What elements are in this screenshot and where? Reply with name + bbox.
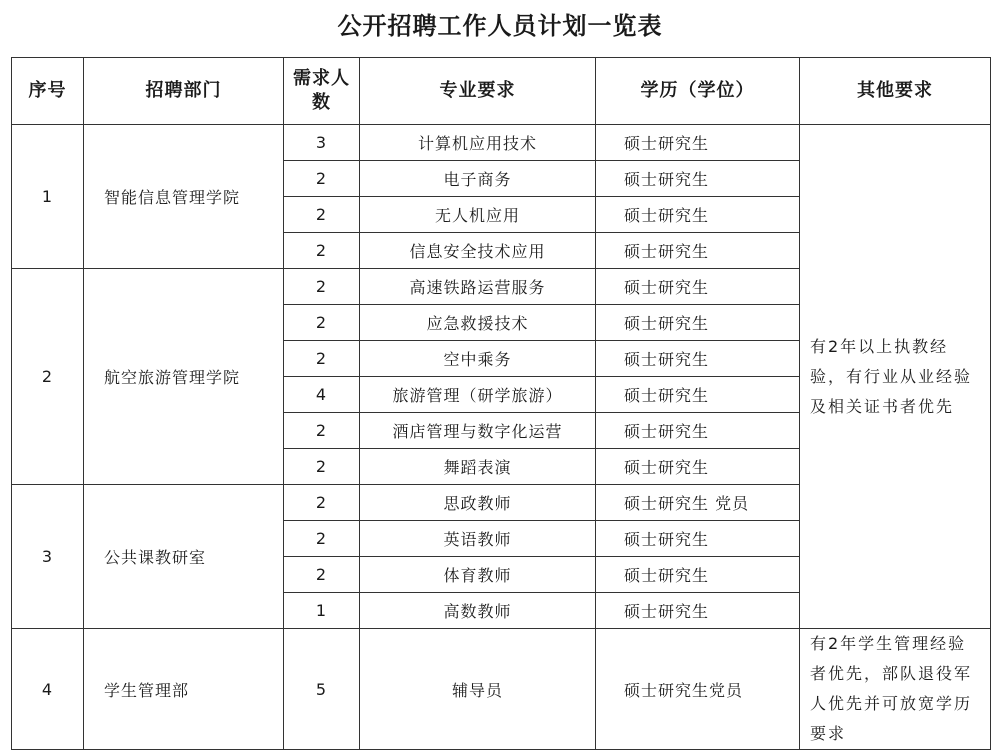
degree-cell: 硕士研究生党员	[596, 629, 800, 750]
major-cell: 高速铁路运营服务	[360, 269, 596, 305]
count-cell: 2	[284, 305, 360, 341]
table-row	[12, 125, 991, 161]
header-major: 专业要求	[360, 58, 596, 125]
count-cell: 5	[284, 629, 360, 750]
degree-cell: 硕士研究生	[596, 377, 800, 413]
major-cell: 英语教师	[360, 521, 596, 557]
count-cell: 2	[284, 233, 360, 269]
major-cell: 辅导员	[360, 629, 596, 750]
seq-cell: 1	[12, 125, 84, 269]
major-cell: 空中乘务	[360, 341, 596, 377]
count-cell: 2	[284, 557, 360, 593]
count-cell: 2	[284, 521, 360, 557]
degree-cell: 硕士研究生	[596, 233, 800, 269]
count-cell: 2	[284, 269, 360, 305]
degree-cell: 硕士研究生	[596, 341, 800, 377]
header-degree: 学历（学位）	[596, 58, 800, 125]
major-cell: 无人机应用	[360, 197, 596, 233]
major-cell: 旅游管理（研学旅游）	[360, 377, 596, 413]
header-dept: 招聘部门	[84, 58, 284, 125]
header-other: 其他要求	[800, 58, 991, 125]
header-seq: 序号	[12, 58, 84, 125]
seq-cell: 2	[12, 269, 84, 485]
dept-cell: 航空旅游管理学院	[84, 269, 284, 485]
dept-cell: 智能信息管理学院	[84, 125, 284, 269]
major-cell: 舞蹈表演	[360, 449, 596, 485]
seq-cell: 4	[12, 629, 84, 750]
recruitment-plan-table	[11, 57, 991, 750]
dept-cell: 公共课教研室	[84, 485, 284, 629]
table-header-row	[12, 58, 991, 125]
count-cell: 2	[284, 413, 360, 449]
table-row	[12, 629, 991, 750]
count-cell: 2	[284, 485, 360, 521]
degree-cell: 硕士研究生	[596, 449, 800, 485]
dept-cell: 学生管理部	[84, 629, 284, 750]
count-cell: 2	[284, 341, 360, 377]
other-requirements-student-mgmt: 有2年学生管理经验者优先，部队退役军人优先并可放宽学历要求	[800, 629, 991, 750]
other-requirements-shared: 有2年以上执教经验，有行业从业经验及相关证书者优先	[800, 125, 991, 629]
degree-cell: 硕士研究生	[596, 557, 800, 593]
major-cell: 计算机应用技术	[360, 125, 596, 161]
header-count: 需求人数	[284, 58, 360, 125]
degree-cell: 硕士研究生	[596, 593, 800, 629]
seq-cell: 3	[12, 485, 84, 629]
major-cell: 体育教师	[360, 557, 596, 593]
major-cell: 电子商务	[360, 161, 596, 197]
major-cell: 思政教师	[360, 485, 596, 521]
count-cell: 2	[284, 197, 360, 233]
count-cell: 3	[284, 125, 360, 161]
degree-cell: 硕士研究生 党员	[596, 485, 800, 521]
degree-cell: 硕士研究生	[596, 521, 800, 557]
major-cell: 应急救援技术	[360, 305, 596, 341]
degree-cell: 硕士研究生	[596, 197, 800, 233]
degree-cell: 硕士研究生	[596, 125, 800, 161]
major-cell: 高数教师	[360, 593, 596, 629]
count-cell: 4	[284, 377, 360, 413]
count-cell: 1	[284, 593, 360, 629]
degree-cell: 硕士研究生	[596, 269, 800, 305]
major-cell: 酒店管理与数字化运营	[360, 413, 596, 449]
page-title: 公开招聘工作人员计划一览表	[337, 12, 663, 40]
degree-cell: 硕士研究生	[596, 161, 800, 197]
degree-cell: 硕士研究生	[596, 305, 800, 341]
degree-cell: 硕士研究生	[596, 413, 800, 449]
count-cell: 2	[284, 449, 360, 485]
major-cell: 信息安全技术应用	[360, 233, 596, 269]
count-cell: 2	[284, 161, 360, 197]
